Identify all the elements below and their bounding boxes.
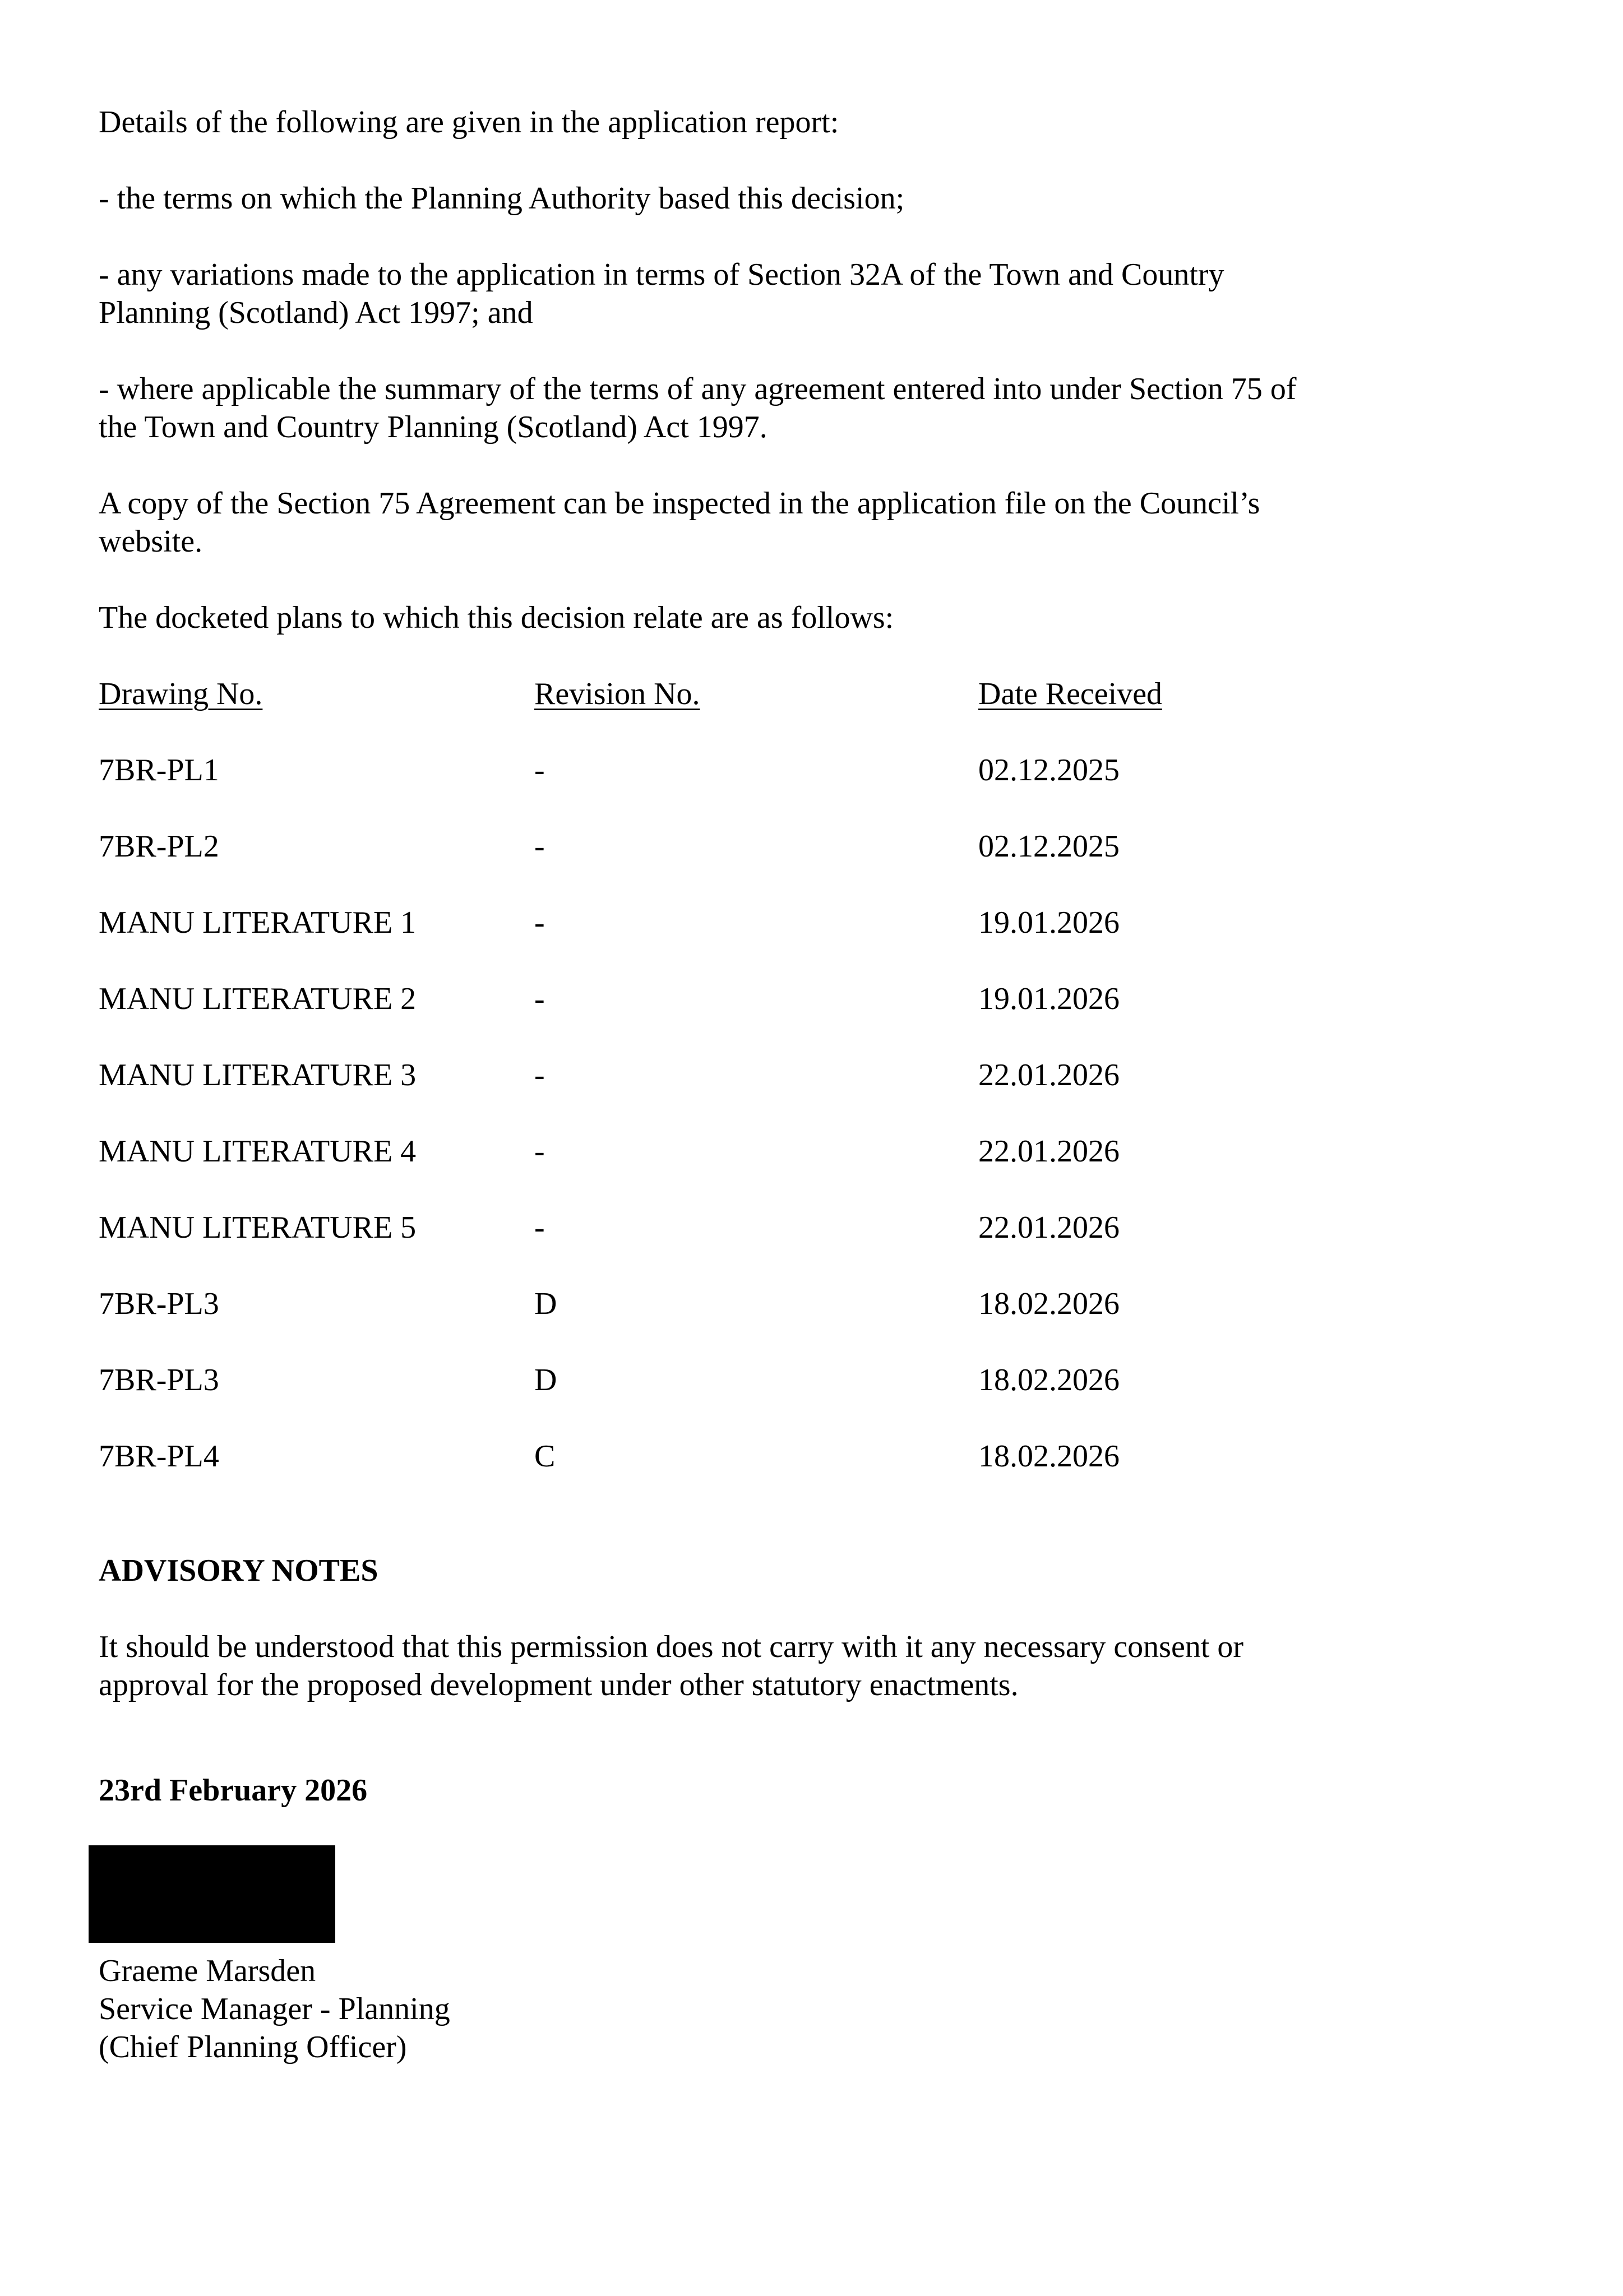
drawing-no: 7BR-PL2 <box>99 829 219 864</box>
drawing-no: MANU LITERATURE 5 <box>99 1210 417 1245</box>
drawing-no: MANU LITERATURE 1 <box>99 905 417 940</box>
date-received: 19.01.2026 <box>978 905 1120 940</box>
date-received: 02.12.2025 <box>978 753 1120 788</box>
header-date-received: Date Received <box>978 677 1163 711</box>
drawing-no: 7BR-PL3 <box>99 1286 219 1321</box>
date-received: 22.01.2026 <box>978 1210 1120 1245</box>
revision-no: D <box>534 1286 557 1321</box>
revision-no: - <box>534 905 545 940</box>
date-received: 18.02.2026 <box>978 1439 1120 1474</box>
revision-no: - <box>534 1134 545 1169</box>
bullet-terms: - the terms on which the Planning Authority based this decision; <box>99 181 905 216</box>
decision-date: 23rd February 2026 <box>99 1773 368 1808</box>
advisory-text-line1: It should be understood that this permission does not carry with it any necessary consent or <box>99 1630 1244 1664</box>
revision-no: - <box>534 1058 545 1093</box>
date-received: 18.02.2026 <box>978 1363 1120 1397</box>
intro-text: Details of the following are given in the application report: <box>99 105 839 140</box>
date-received: 18.02.2026 <box>978 1286 1120 1321</box>
bullet-agreement-line2: the Town and Country Planning (Scotland) Act 1997. <box>99 410 767 445</box>
revision-no: - <box>534 829 545 864</box>
drawing-no: 7BR-PL4 <box>99 1439 219 1474</box>
drawing-no: MANU LITERATURE 4 <box>99 1134 417 1169</box>
date-received: 22.01.2026 <box>978 1134 1120 1169</box>
plans-intro: The docketed plans to which this decision relate are as follows: <box>99 600 894 635</box>
advisory-text-line2: approval for the proposed development under other statutory enactments. <box>99 1668 1019 1702</box>
date-received: 19.01.2026 <box>978 982 1120 1016</box>
revision-no: - <box>534 753 545 788</box>
signatory-title: Service Manager - Planning <box>99 1992 450 2026</box>
drawing-no: MANU LITERATURE 2 <box>99 982 417 1016</box>
section75-line2: website. <box>99 524 203 559</box>
bullet-variations-line1: - any variations made to the application in terms of Section 32A of the Town and Country <box>99 257 1224 292</box>
signatory-role: (Chief Planning Officer) <box>99 2030 407 2064</box>
section75-line1: A copy of the Section 75 Agreement can be inspected in the application file on the Council’s <box>99 486 1260 521</box>
drawing-no: MANU LITERATURE 3 <box>99 1058 417 1093</box>
bullet-agreement-line1: - where applicable the summary of the terms of any agreement entered into under Section 75 of <box>99 372 1297 406</box>
signatory-name: Graeme Marsden <box>99 1954 316 1988</box>
drawing-no: 7BR-PL1 <box>99 753 219 788</box>
header-drawing-no: Drawing No. <box>99 677 263 711</box>
revision-no: C <box>534 1439 556 1474</box>
header-revision-no: Revision No. <box>534 677 700 711</box>
revision-no: - <box>534 982 545 1016</box>
revision-no: D <box>534 1363 557 1397</box>
signature-redaction <box>89 1845 335 1943</box>
date-received: 02.12.2025 <box>978 829 1120 864</box>
revision-no: - <box>534 1210 545 1245</box>
drawing-no: 7BR-PL3 <box>99 1363 219 1397</box>
bullet-variations-line2: Planning (Scotland) Act 1997; and <box>99 295 533 330</box>
advisory-notes-heading: ADVISORY NOTES <box>99 1553 378 1588</box>
date-received: 22.01.2026 <box>978 1058 1120 1093</box>
